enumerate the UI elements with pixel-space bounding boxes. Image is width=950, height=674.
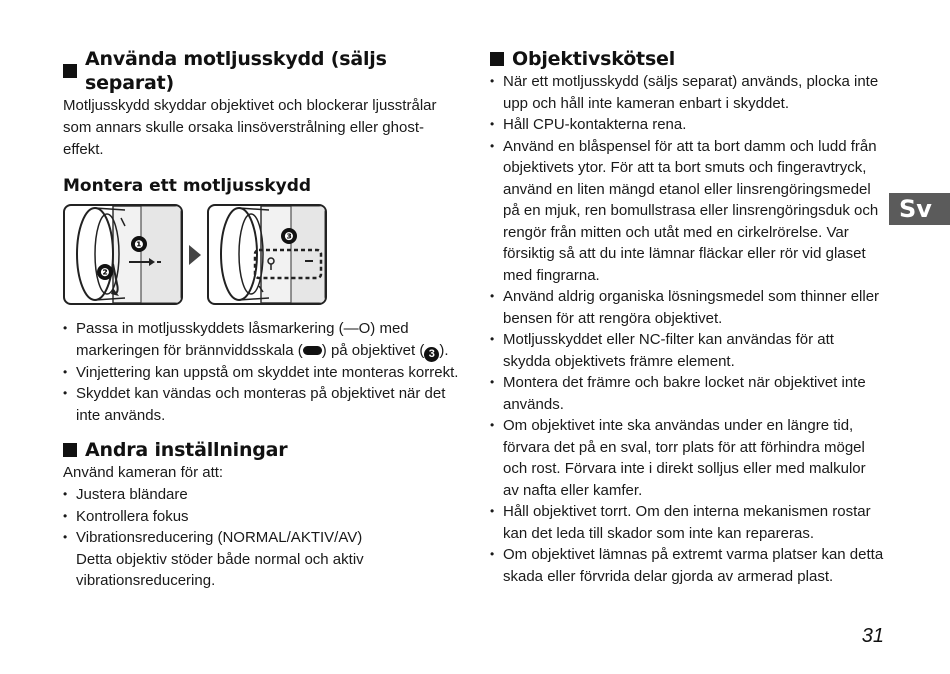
list-item: • Håll CPU-kontakterna rena. bbox=[490, 114, 885, 136]
square-bullet-icon bbox=[490, 52, 504, 66]
vr-note: Detta objektiv stöder både normal och aktiv vibrationsreducering. bbox=[76, 550, 364, 589]
left-column bbox=[63, 47, 463, 592]
callout-3-inline: 3 bbox=[424, 347, 439, 362]
square-bullet-icon bbox=[63, 443, 77, 457]
lock-mark-symbol: —O bbox=[343, 320, 371, 337]
hood-intro: Motljusskydd skyddar objektivet och blockerar ljusstrålar som annars skulle orsaka linsöverstrålning eller ghost-effekt. bbox=[63, 97, 437, 158]
list-item: • Om objektivet inte ska användas under en längre tid, förvara det på en sval, torr plats för att förhindra mögel och rost. Förvara inte i direkt solljus eller med malkulor av nafta eller kamfer. bbox=[490, 415, 885, 501]
other-settings-heading: Andra inställningar bbox=[63, 438, 463, 462]
list-item: • Justera bländare bbox=[63, 484, 463, 506]
callout-2: ❷ bbox=[100, 266, 110, 279]
callout-1: ❶ bbox=[134, 238, 144, 251]
list-item: • Skyddet kan vändas och monteras på objektivet när det inte används. bbox=[63, 383, 463, 426]
list-item: • När ett motljusskydd (säljs separat) används, plocka inte upp och håll inte kameran enbart i skyddet. bbox=[490, 71, 885, 114]
hood-heading: Använda motljusskydd (säljs separat) bbox=[63, 47, 463, 95]
hood-mounting-illustration bbox=[63, 203, 463, 306]
list-item: • Vinjettering kan uppstå om skyddet inte monteras korrekt. bbox=[63, 362, 463, 384]
lens-care-heading: Objektivskötsel bbox=[490, 47, 885, 71]
other-settings-bullets bbox=[63, 484, 463, 592]
list-item: • Använd en blåspensel för att ta bort damm och ludd från objektivets ytor. För att ta bort smuts och fingeravtryck, använd en liten mängd etanol eller linsrengöringsmedel på en mjuk, ren bomullstrasa eller linsrengöringsduk och rengör från mitten och utåt med en cirkelrörelse. Var försiktig så att du inte lämnar fläckar eller rör vid glaset med fingrarna. bbox=[490, 136, 885, 287]
callout-3: ❸ bbox=[284, 230, 294, 243]
square-bullet-icon bbox=[63, 64, 77, 78]
other-settings-intro: Använd kameran för att: bbox=[63, 464, 224, 481]
list-item: • Passa in motljusskyddets låsmarkering (—O) med markeringen för brännviddsskala ( ) på objektivet ( 3 ). bbox=[63, 318, 463, 362]
list-item: • Kontrollera fokus bbox=[63, 506, 463, 528]
mount-hood-subheading: Montera ett motljusskydd bbox=[63, 176, 312, 196]
focal-length-mark-icon bbox=[303, 346, 322, 355]
lens-care-bullets bbox=[490, 71, 885, 587]
list-item: • Använd aldrig organiska lösningsmedel som thinner eller bensen för att rengöra objektivet. bbox=[490, 286, 885, 329]
lens-hood-attach-icon bbox=[65, 206, 181, 303]
list-item: • Håll objektivet torrt. Om den interna mekanismen rostar kan det leda till skador som inte kan repareras. bbox=[490, 501, 885, 544]
language-tab: Sv bbox=[889, 193, 950, 225]
lens-hood-aligned-icon bbox=[209, 206, 325, 303]
list-item: • Montera det främre och bakre locket när objektivet inte används. bbox=[490, 372, 885, 415]
next-step-arrow-icon bbox=[189, 245, 201, 265]
right-column bbox=[490, 47, 885, 587]
hood-bullets bbox=[63, 318, 463, 426]
illustration-step-1-panel bbox=[63, 204, 183, 305]
list-item: • Motljusskyddet eller NC-filter kan användas för att skydda objektivets främre element. bbox=[490, 329, 885, 372]
list-item: • Om objektivet lämnas på extremt varma platser kan detta skada eller förvrida delar gjorda av armerad plast. bbox=[490, 544, 885, 587]
list-item: • Vibrationsreducering (NORMAL/AKTIV/AV) Detta objektiv stöder både normal och aktiv vibrationsreducering. bbox=[63, 527, 463, 592]
illustration-step-2-panel bbox=[207, 204, 327, 305]
page-number: 31 bbox=[861, 625, 884, 647]
